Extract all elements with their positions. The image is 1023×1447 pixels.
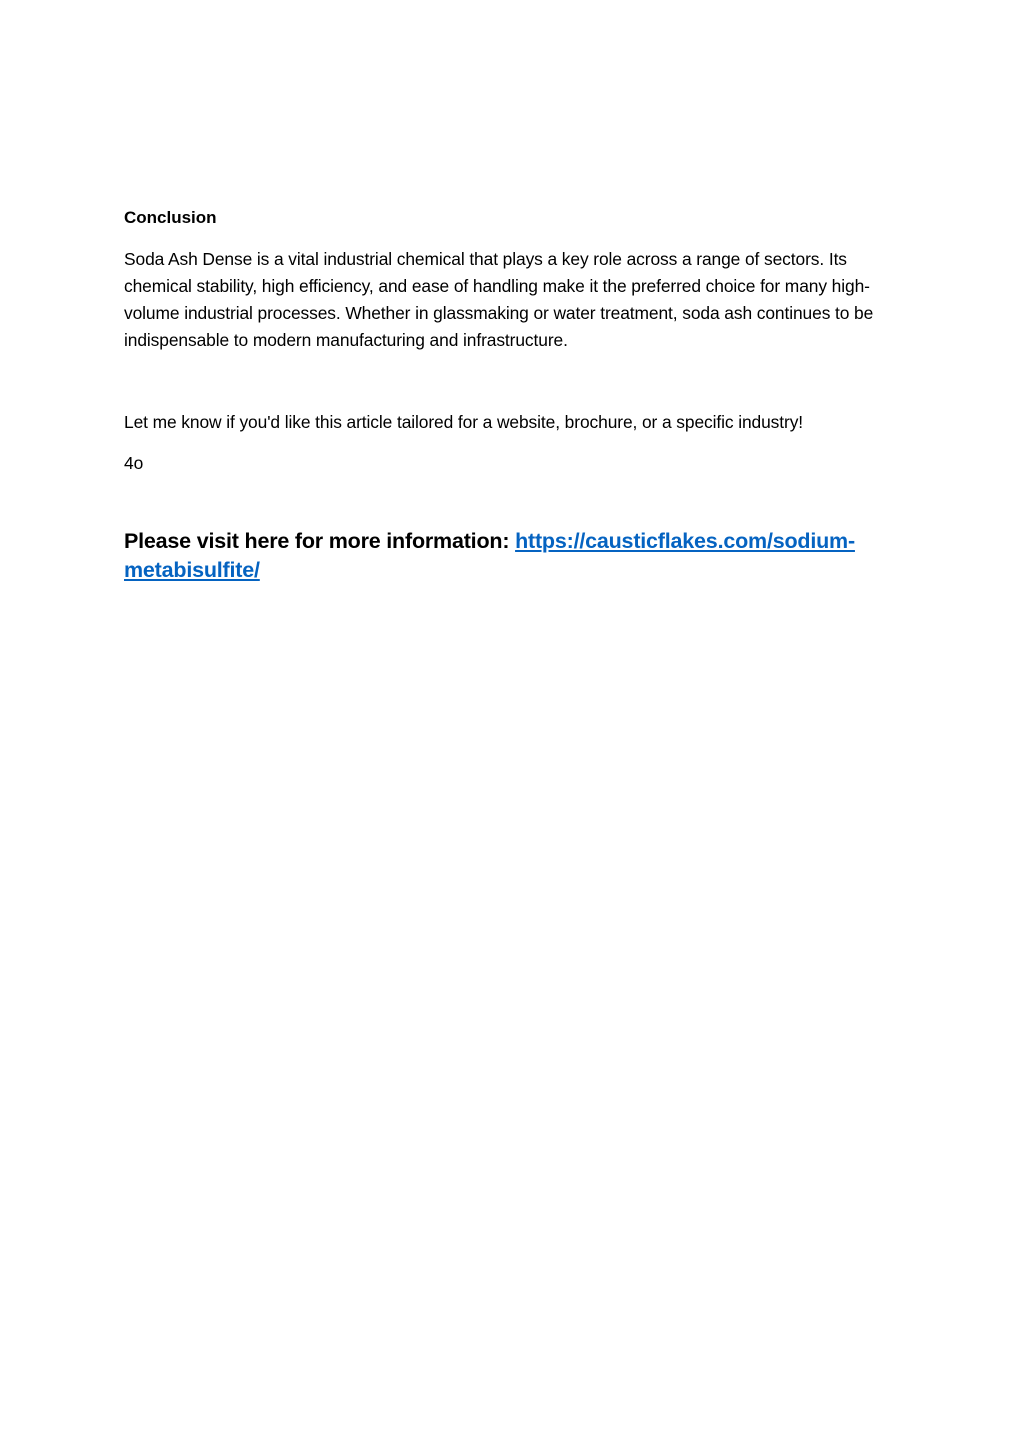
document-content: [124, 205, 904, 585]
closing-note: Let me know if you'd like this article tailored for a website, brochure, or a specific industry!: [124, 412, 804, 432]
conclusion-paragraph: Soda Ash Dense is a vital industrial chemical that plays a key role across a range of sectors. Its chemical stability, high efficiency, and ease of handling make it the preferred choice for many high-volume industrial processes. Whether in glassmaking or water treatment, soda ash continues to be indispensable to modern manufacturing and infrastructure.: [124, 249, 874, 350]
model-tag: 4o: [124, 453, 144, 473]
info-link[interactable]: https://causticflakes.com/sodium-metabisulfite/: [124, 529, 855, 582]
section-heading: Conclusion: [124, 208, 217, 227]
spacer: [124, 477, 904, 527]
visit-line: [124, 527, 904, 585]
spacer: [124, 354, 904, 409]
visit-label: Please visit here for more information:: [124, 529, 516, 553]
